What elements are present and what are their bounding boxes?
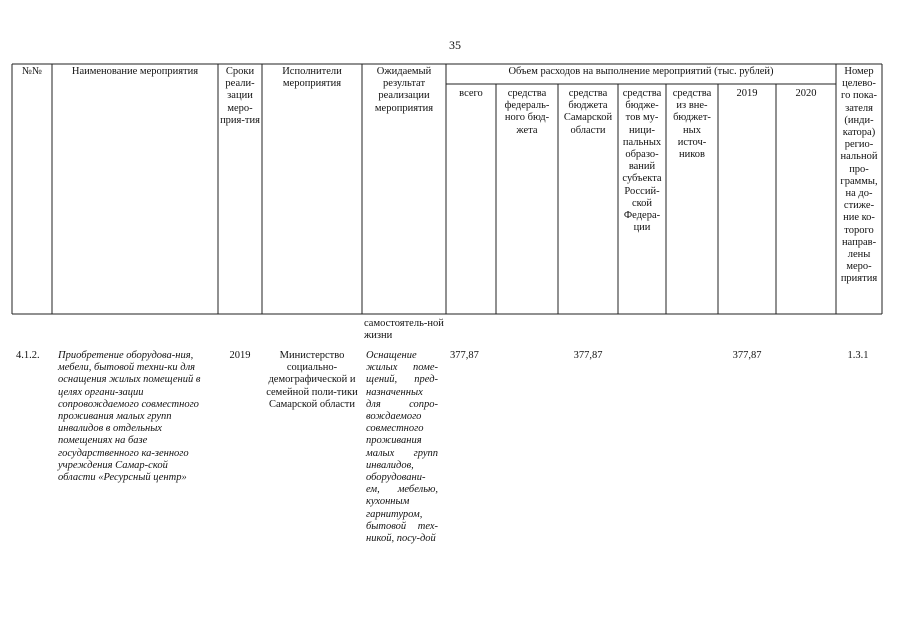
row-activity-name: Приобретение оборудова-ния, мебели, бытовой техни-ки для оснащения жилых помещений в целях органи-зации сопровождаемого совместного проживания малых групп инвалидов в отдельных помещениях на базе государственного ка-зенного учреждения Самар-ской области «Ресурсный центр»	[58, 350, 201, 484]
row-executor: Министерство социально-демографической и семейной поли-тики Самарской области	[266, 350, 358, 410]
header-total: всего	[459, 88, 483, 99]
header-name: Наименование мероприятия	[71, 66, 199, 77]
header-municipal: средства бюдже-тов му-ници-пальных образо-ваний субъекта Россий-ской Федера-ции	[622, 88, 662, 234]
header-expense-volume: Объем расходов на выполнение мероприятий (тыс. рублей)	[508, 66, 774, 77]
header-executors: Исполнители мероприятия	[282, 66, 342, 90]
header-2020: 2020	[795, 88, 817, 99]
row-indicator: 1.3.1	[847, 350, 869, 361]
header-indicator: Номер целево-го пока-зателя (инди-катора) регио-нальной про-граммы, на до-стиже-ние ко-торого направ-лены меро-приятия	[840, 66, 878, 285]
row-term: 2019	[229, 350, 251, 361]
header-federal: средства федераль-ного бюд-жета	[504, 88, 550, 136]
row-total: 377,87	[450, 350, 479, 361]
row-number: 4.1.2.	[16, 350, 40, 361]
header-regional: средства бюджета Самарской области	[563, 88, 613, 136]
header-expected-result: Ожидаемый результат реализации мероприятия	[374, 66, 434, 114]
header-offbudget: средства из вне-бюджет-ных источ-ников	[672, 88, 712, 161]
page-number: 35	[449, 38, 461, 52]
header-2019: 2019	[736, 88, 758, 99]
row-2019: 377,87	[732, 350, 762, 361]
continuation-text: самостоятель-ной жизни	[364, 318, 444, 342]
header-num: №№	[21, 66, 43, 77]
header-terms: Сроки реали-зации меро-прия-тия	[220, 66, 260, 126]
row-expected-result: Оснащение жилых поме-щений, пред-назначенных для сопро-вождаемого совместного проживания малых групп инвалидов, оборудовани-ем, мебелью, кухонным гарнитуром, бытовой тех-никой, посу-дой	[366, 350, 438, 545]
row-regional: 377,87	[573, 350, 603, 361]
